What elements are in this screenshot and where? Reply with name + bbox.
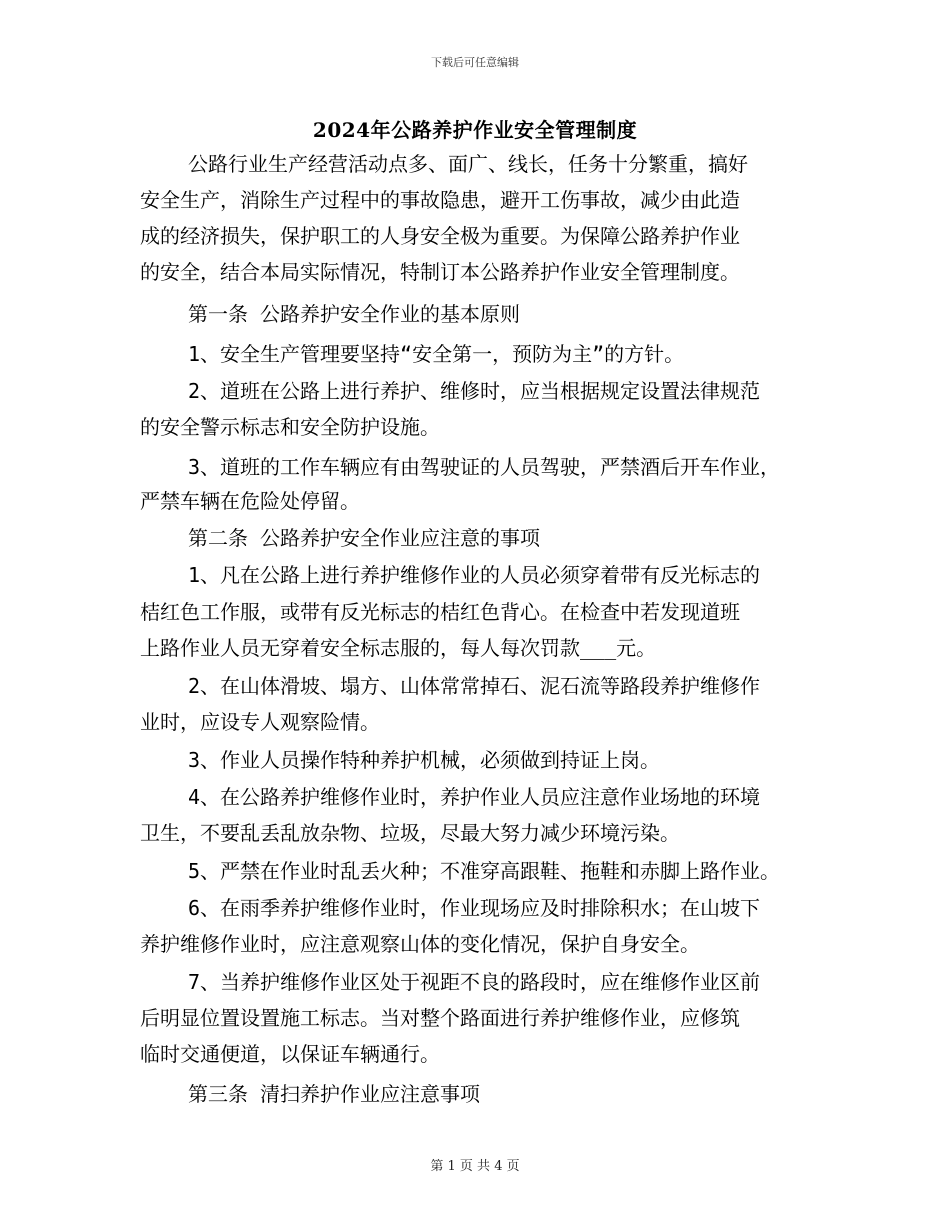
section-heading: 第一条 公路养护安全作业的基本原则 xyxy=(188,302,521,326)
paragraph-line: 3、道班的工作车辆应有由驾驶证的人员驾驶，严禁酒后开车作业， xyxy=(188,455,781,479)
page-number: 第 1 页 共 4 页 xyxy=(430,1159,520,1174)
paragraph-line: 1、安全生产管理要坚持“安全第一，预防为主”的方针。 xyxy=(188,342,685,366)
paragraph-line: 3、作业人员操作特种养护机械，必须做到持证上岗。 xyxy=(188,748,661,772)
paragraph-line: 2、在山体滑坡、塌方、山体常常掉石、泥石流等路段养护维修作 xyxy=(188,674,761,698)
paragraph-line: 严禁车辆在危险处停留。 xyxy=(140,489,360,513)
paragraph-line: 养护维修作业时，应注意观察山体的变化情况，保护自身安全。 xyxy=(140,932,700,956)
section-heading: 第三条 清扫养护作业应注意事项 xyxy=(188,1082,481,1106)
paragraph-line: 桔红色工作服，或带有反光标志的桔红色背心。在检查中若发现道班 xyxy=(140,600,740,624)
paragraph-line: 公路行业生产经营活动点多、面广、线长，任务十分繁重，搞好 xyxy=(188,152,748,176)
paragraph-line: 6、在雨季养护维修作业时，作业现场应及时排除积水；在山坡下 xyxy=(188,896,761,920)
section-heading: 第二条 公路养护安全作业应注意的事项 xyxy=(188,526,541,550)
paragraph-line: 后明显位置设置施工标志。当对整个路面进行养护维修作业，应修筑 xyxy=(140,1006,740,1030)
paragraph-line: 的安全警示标志和安全防护设施。 xyxy=(140,415,440,439)
paragraph-line: 2、道班在公路上进行养护、维修时，应当根据规定设置法律规范 xyxy=(188,379,761,403)
paragraph-line: 上路作业人员无穿着安全标志服的，每人每次罚款___元。 xyxy=(140,636,657,660)
document-title: 2024年公路养护作业安全管理制度 xyxy=(312,118,638,142)
paragraph-line: 1、凡在公路上进行养护维修作业的人员必须穿着带有反光标志的 xyxy=(188,563,761,587)
header-note: 下载后可任意编辑 xyxy=(431,56,519,69)
paragraph-line: 5、严禁在作业时乱丢火种；不准穿高跟鞋、拖鞋和赤脚上路作业。 xyxy=(188,859,781,883)
paragraph-line: 业时，应设专人观察险情。 xyxy=(140,710,380,734)
paragraph-line: 7、当养护维修作业区处于视距不良的路段时，应在维修作业区前 xyxy=(188,970,761,994)
paragraph-line: 4、在公路养护维修作业时，养护作业人员应注意作业场地的环境 xyxy=(188,785,761,809)
paragraph-line: 成的经济损失，保护职工的人身安全极为重要。为保障公路养护作业 xyxy=(140,224,740,248)
paragraph-line: 安全生产，消除生产过程中的事故隐患，避开工伤事故，减少由此造 xyxy=(140,188,740,212)
paragraph-line: 卫生，不要乱丢乱放杂物、垃圾，尽最大努力减少环境污染。 xyxy=(140,821,680,845)
paragraph-line: 的安全，结合本局实际情况，特制订本公路养护作业安全管理制度。 xyxy=(140,260,740,284)
paragraph-line: 临时交通便道，以保证车辆通行。 xyxy=(140,1042,440,1066)
